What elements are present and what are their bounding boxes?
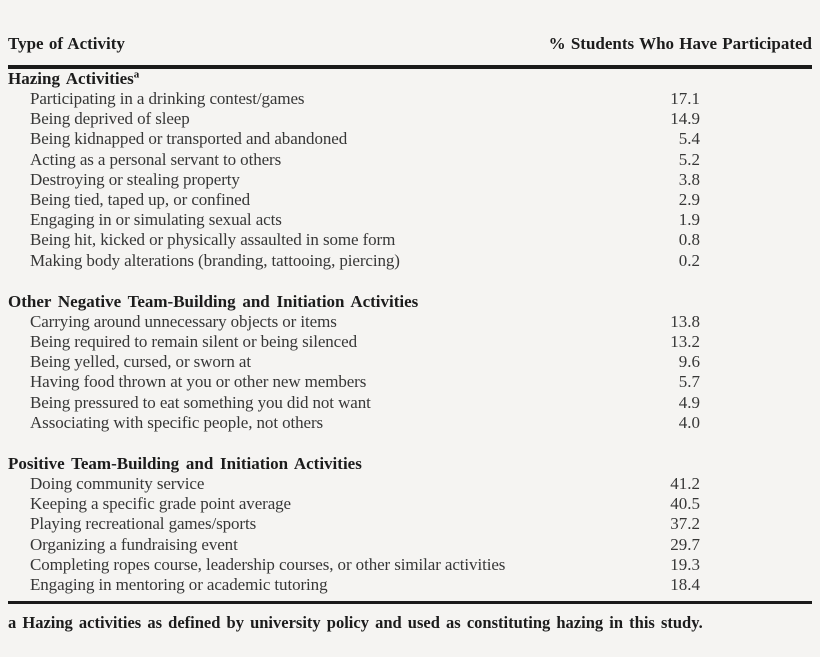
row-value: 1.9 xyxy=(678,210,700,230)
table-row xyxy=(8,393,812,413)
table-row xyxy=(8,372,812,392)
row-value: 18.4 xyxy=(670,575,700,595)
row-value: 29.7 xyxy=(670,534,700,554)
row-value: 13.2 xyxy=(670,332,700,352)
table-row xyxy=(8,494,812,514)
row-value: 0.2 xyxy=(678,250,700,270)
section-heading xyxy=(8,69,812,89)
row-label: Playing recreational games/sports xyxy=(30,514,257,534)
col-header-activity: Type of Activity xyxy=(8,34,125,53)
table-row xyxy=(8,210,812,230)
row-label: Participating in a drinking contest/games xyxy=(30,89,305,108)
row-value: 37.2 xyxy=(670,514,700,534)
row-label: Carrying around unnecessary objects or items xyxy=(30,311,337,331)
row-value: 5.4 xyxy=(678,129,700,149)
row-label: Being required to remain silent or being silenced xyxy=(30,332,357,352)
row-label: Being tied, taped up, or confined xyxy=(30,190,250,210)
table-row xyxy=(8,474,812,494)
row-label: Associating with specific people, not others xyxy=(30,412,324,432)
row-value: 2.9 xyxy=(678,190,700,210)
col-header-participation: % Students Who Have Participated xyxy=(548,34,812,53)
row-value: 13.8 xyxy=(670,311,700,331)
row-label: Doing community service xyxy=(30,474,205,494)
section-heading-text: Other Negative Team-Building and Initiation Activities xyxy=(8,291,419,311)
row-value: 17.1 xyxy=(670,89,700,108)
row-value: 0.8 xyxy=(678,230,700,250)
row-label: Keeping a specific grade point average xyxy=(30,494,291,514)
table-row xyxy=(8,312,812,332)
table-row xyxy=(8,352,812,372)
section-heading xyxy=(8,292,812,312)
row-value: 9.6 xyxy=(678,352,700,372)
row-label: Completing ropes course, leadership courses, or other similar activities xyxy=(30,554,506,574)
row-value: 5.7 xyxy=(678,372,700,392)
table-row xyxy=(8,555,812,575)
row-label: Engaging in or simulating sexual acts xyxy=(30,210,282,230)
row-label: Being yelled, cursed, or sworn at xyxy=(30,352,251,372)
row-label: Having food thrown at you or other new members xyxy=(30,372,367,392)
row-label: Destroying or stealing property xyxy=(30,169,240,189)
table-header-row xyxy=(8,34,812,54)
row-label: Acting as a personal servant to others xyxy=(30,149,282,169)
row-label: Being pressured to eat something you did not want xyxy=(30,392,371,412)
row-value: 14.9 xyxy=(670,109,700,129)
row-value: 5.2 xyxy=(678,149,700,169)
table-row xyxy=(8,575,812,595)
table-row xyxy=(8,535,812,555)
row-value: 40.5 xyxy=(670,494,700,514)
footnote-marker: a xyxy=(133,68,140,81)
row-label: Organizing a fundraising event xyxy=(30,534,238,554)
footnote: a Hazing activities as defined by university policy and used as constituting hazing in this study. xyxy=(8,613,703,633)
row-value: 41.2 xyxy=(670,474,700,494)
row-label: Being deprived of sleep xyxy=(30,109,190,129)
section-heading-text: Hazing Activities xyxy=(8,69,134,88)
section-positive-activities xyxy=(8,454,812,595)
row-value: 19.3 xyxy=(670,554,700,574)
table-row xyxy=(8,413,812,433)
table-row xyxy=(8,230,812,250)
table-row xyxy=(8,129,812,149)
footnote-rule xyxy=(8,601,812,604)
section-hazing-activities xyxy=(8,69,812,271)
table-row xyxy=(8,190,812,210)
table-row xyxy=(8,251,812,271)
section-other-negative-activities xyxy=(8,292,812,433)
table-row xyxy=(8,514,812,534)
table-row xyxy=(8,170,812,190)
row-value: 4.9 xyxy=(678,392,700,412)
table-row xyxy=(8,109,812,129)
row-label: Making body alterations (branding, tattooing, piercing) xyxy=(30,250,400,270)
section-heading xyxy=(8,454,812,474)
row-label: Engaging in mentoring or academic tutoring xyxy=(30,575,328,595)
row-value: 3.8 xyxy=(678,169,700,189)
table-row xyxy=(8,89,812,109)
section-heading-text: Positive Team-Building and Initiation Activities xyxy=(8,454,362,474)
row-value: 4.0 xyxy=(678,412,700,432)
table-row xyxy=(8,332,812,352)
row-label: Being kidnapped or transported and abandoned xyxy=(30,129,348,149)
row-label: Being hit, kicked or physically assaulted in some form xyxy=(30,230,396,250)
table-row xyxy=(8,150,812,170)
